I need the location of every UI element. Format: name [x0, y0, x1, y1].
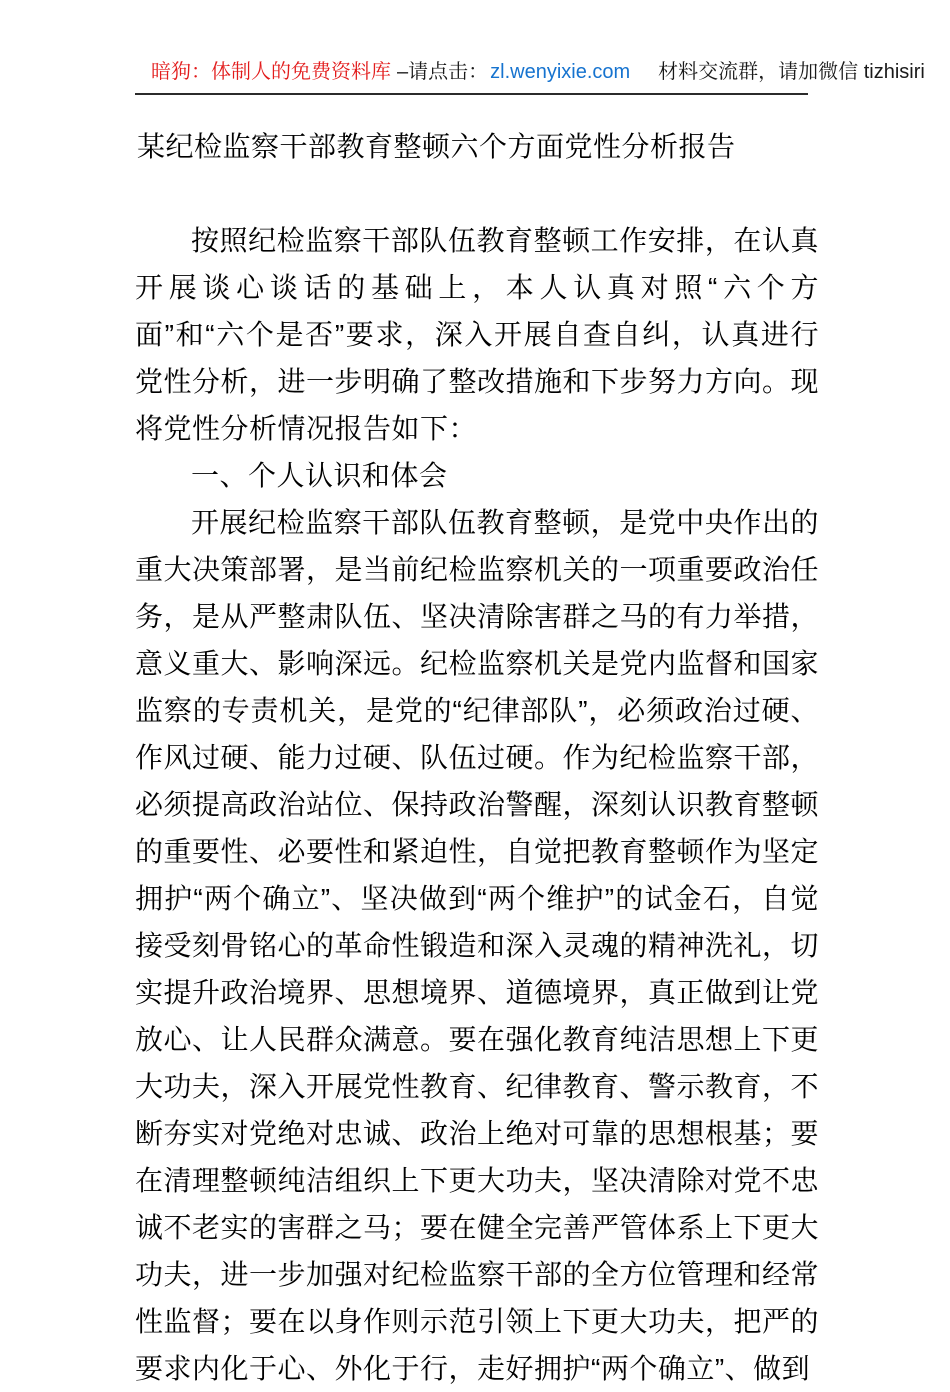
body-paragraph: 按照纪检监察干部队伍教育整顿工作安排，在认真开展谈心谈话的基础上，本人认真对照“六个方面”和“六个是否”要求，深入开展自查自纠，认真进行党性分析，进一步明确了整改措施和下步努力方向。现将党性分析情况报告如下： [135, 225, 820, 444]
promo-click-prompt: –请点击： [397, 61, 489, 83]
section-heading: 一、个人认识和体会 [191, 460, 448, 491]
body-paragraph: 开展纪检监察干部队伍教育整顿，是党中央作出的重大决策部署，是当前纪检监察机关的一项重要政治任务，是从严整肃队伍、坚决清除害群之马的有力举措，意义重大、影响深远。纪检监察机关是党内监督和国家监察的专责机关，是党的“纪律部队”，必须政治过硬、作风过硬、能力过硬、队伍过硬。作为纪检监察干部，必须提高政治站位、保持政治警醒，深刻认识教育整顿的重要性、必要性和紧迫性，自觉把教育整顿作为坚定拥护“两个确立”、坚决做到“两个维护”的试金石，自觉接受刻骨铭心的革命性锻造和深入灵魂的精神洗礼，切实提升政治境界、思想境界、道德境界，真正做到让党放心、让人民群众满意。要在强化教育纯洁思想上下更大功夫，深入开展党性教育、纪律教育、警示教育，不断夯实对党绝对忠诚、政治上绝对可靠的思想根基；要在清理整顿纯洁组织上下更大功夫，坚决清除对党不忠诚不老实的害群之马；要在健全完善严管体系上下更大功夫，进一步加强对纪检监察干部的全方位管理和经常性监督；要在以身作则示范引领上下更大功夫，把严的要求内化于心、外化于行，走好拥护“两个确立”、做到 [135, 507, 820, 1384]
page-content [135, 0, 925, 1392]
promo-header [135, 56, 925, 95]
document-body [135, 217, 819, 1392]
website-link[interactable]: zl.wenyixie.com [490, 61, 631, 83]
promo-wechat-text: 材料交流群，请加微信 tizhisiri [658, 61, 925, 83]
document-title: 某纪检监察干部教育整顿六个方面党性分析报告 [137, 131, 736, 162]
promo-brand-text: 暗狗：体制人的免费资料库 [151, 61, 391, 83]
